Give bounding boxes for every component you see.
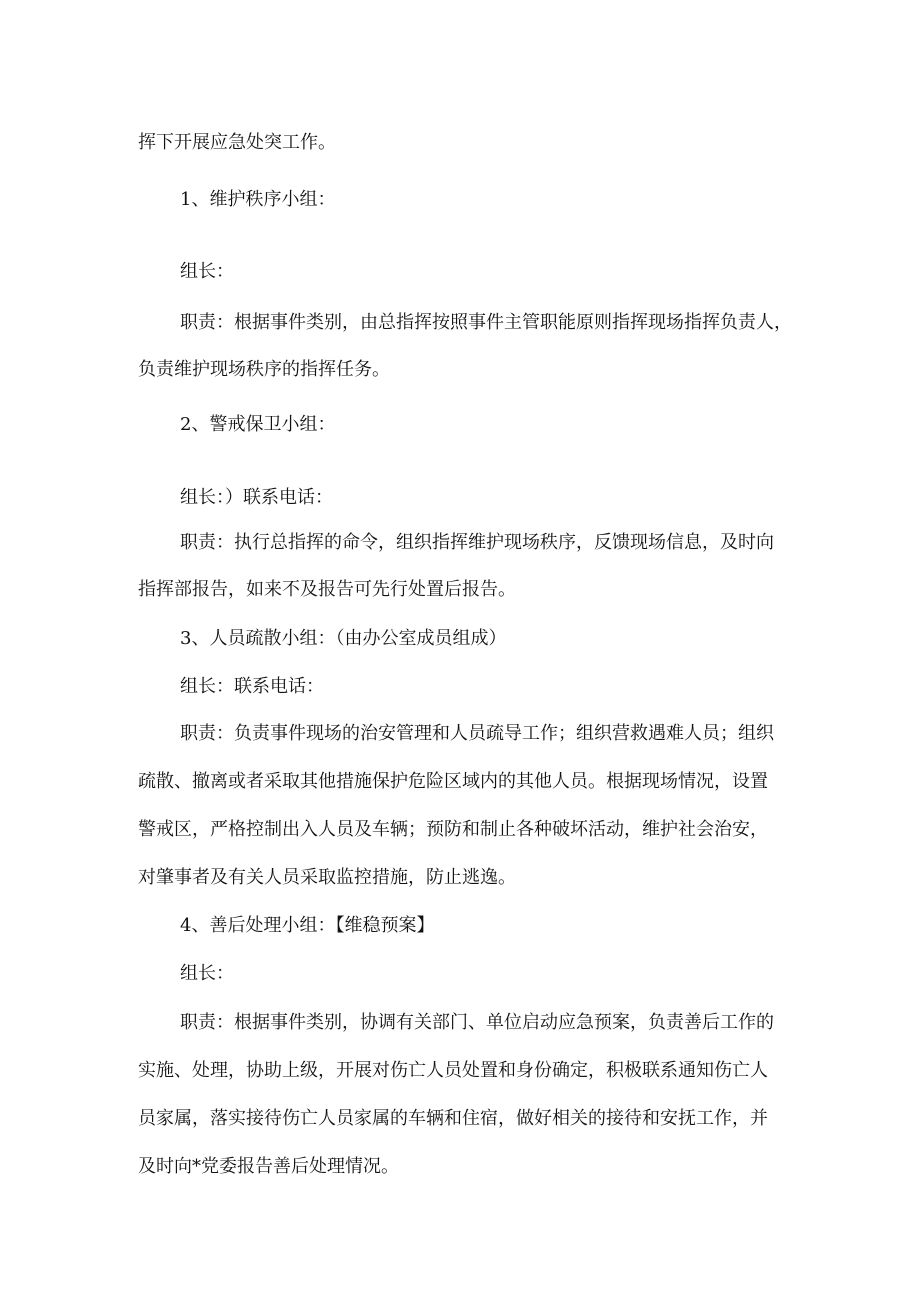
section-heading-2: 2、警戒保卫小组： [180,414,336,435]
duty-line: 指挥部报告，如来不及报告可先行处置后报告。 [138,579,516,600]
duty-line: 及时向*党委报告善后处理情况。 [138,1156,399,1177]
duty-line: 职责：执行总指挥的命令，组织指挥维护现场秩序，反馈现场信息，及时向 [180,532,774,553]
group-leader-3: 组长：联系电话： [180,676,324,697]
section-heading-4: 4、善后处理小组：【维稳预案】 [180,915,435,936]
duty-line: 职责：根据事件类别，由总指挥按照事件主管职能原则指挥现场指挥负责人， [180,312,792,333]
duty-line: 职责：根据事件类别，协调有关部门、单位启动应急预案，负责善后工作的 [180,1012,774,1033]
duty-line: 警戒区，严格控制出入人员及车辆；预防和制止各种破坏活动，维护社会治安， [138,819,768,840]
section-heading-3: 3、人员疏散小组：（由办公室成员组成） [180,628,507,649]
duty-line: 实施、处理，协助上级，开展对伤亡人员处置和身份确定，积极联系通知伤亡人 [138,1060,768,1081]
duty-line: 员家属，落实接待伤亡人员家属的车辆和住宿，做好相关的接待和安抚工作，并 [138,1108,768,1129]
group-leader-2: 组长：）联系电话： [180,487,333,508]
group-leader-1: 组长： [180,261,234,282]
group-leader-4: 组长： [180,963,234,984]
section-heading-1: 1、维护秩序小组： [180,189,336,210]
duty-line: 疏散、撤离或者采取其他措施保护危险区域内的其他人员。根据现场情况，设置 [138,771,768,792]
duty-line: 对肇事者及有关人员采取监控措施，防止逃逸。 [138,867,516,888]
paragraph-continuation: 挥下开展应急处突工作。 [138,132,336,153]
duty-line: 负责维护现场秩序的指挥任务。 [138,359,390,380]
duty-line: 职责：负责事件现场的治安管理和人员疏导工作；组织营救遇难人员；组织 [180,723,774,744]
